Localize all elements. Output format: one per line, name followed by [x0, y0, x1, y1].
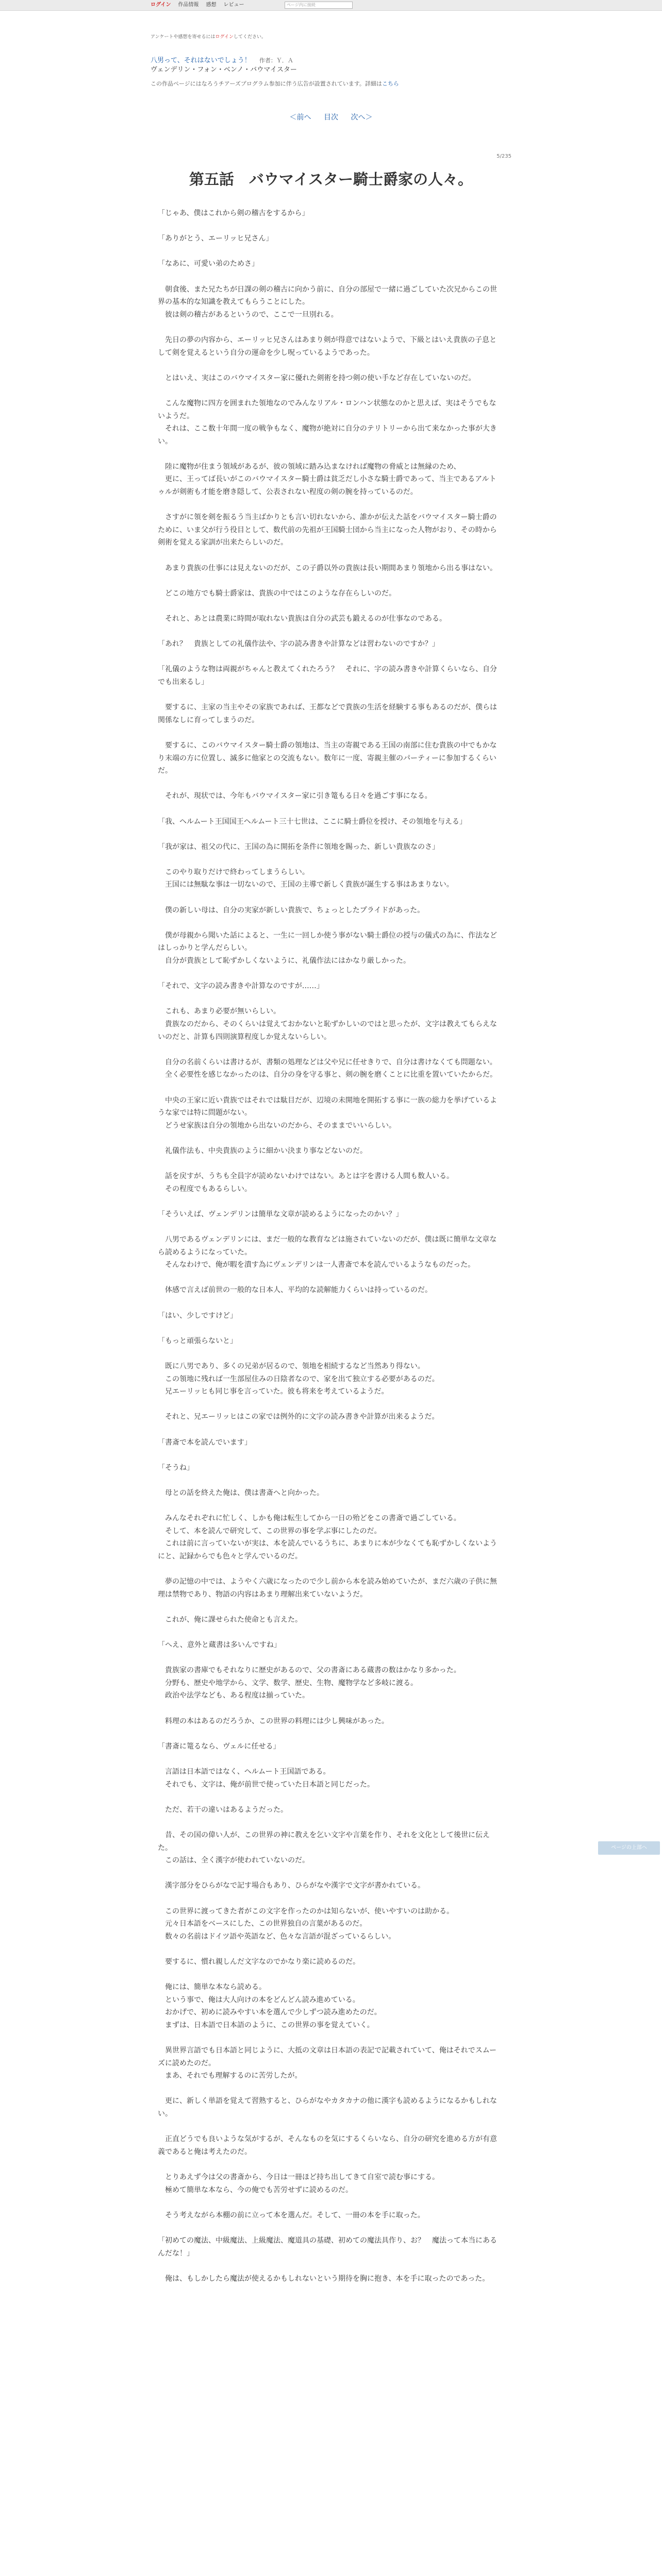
body-paragraph: 貴族家の書庫でもそれなりに歴史があるので、父の書斎にある蔵書の数はかなり多かった。: [158, 1666, 461, 1675]
body-paragraph: [158, 1702, 503, 1715]
body-paragraph: [158, 651, 503, 664]
series-title-link[interactable]: 八男って、それはないでしょう！: [151, 57, 251, 64]
body-paragraph: 極めて簡単な本なら、今の俺でも苦労せずに読めるのだ。: [158, 2185, 353, 2194]
body-paragraph: 昔、その国の偉い人が、この世界の神に教えを乞い文字や言葉を作り、それを文化として後世に伝えた。: [158, 1831, 490, 1852]
body-paragraph: [158, 1081, 503, 1094]
body-paragraph: [158, 2032, 503, 2045]
body-paragraph: [158, 2082, 503, 2095]
series-subtitle: ヴェンデリン・フォン・ベンノ・バウマイスター: [151, 66, 297, 74]
body-paragraph: [158, 625, 503, 638]
body-paragraph: [158, 1563, 503, 1576]
body-paragraph: 「我、ヘルムート王国国王ヘルムート三十七世は、ここに騎士爵位を授け、その領地を与える」: [158, 817, 467, 826]
body-paragraph: 「へえ、意外と蔵書は多いんですね」: [158, 1641, 281, 1650]
body-paragraph: [158, 2196, 503, 2209]
author-label: 作者：Ｙ．Ａ: [259, 57, 293, 64]
body-paragraph: とりあえず今は父の書斎から、今日は一冊ほど持ち出してきて自室で読む事にする。: [158, 2173, 439, 2182]
prev-link[interactable]: ＜前へ: [289, 113, 311, 122]
body-paragraph: 八男であるヴェンデリンには、まだ一般的な教育などは施されていないのだが、僕は既に簡単な文章なら読めるようになっていた。: [158, 1235, 497, 1257]
body-paragraph: これも、あまり必要が無いらしい。: [158, 1007, 280, 1016]
body-paragraph: 政治や法学なども、ある程度は揃っていた。: [158, 1691, 309, 1700]
ad-notice: この作品ページにはなろうチアーズプログラム参加に伴う広告が設置されています。詳細はこちら: [151, 80, 399, 87]
body-paragraph: [158, 1500, 503, 1513]
body-paragraph: 兄エーリッヒも同じ事を言っていた。彼も将来を考えているようだ。: [158, 1387, 389, 1396]
body-paragraph: それは、ここ数十年間一度の戦争もなく、魔物が絶対に自分のテリトリーから出て来なかった事が大きい。: [158, 425, 497, 446]
body-paragraph: [158, 1347, 503, 1360]
body-paragraph: 僕が母親から聞いた話によると、一生に一回しか使う事がない騎士爵位の授与の儀式の為に、作法などはしっかりと学んだらしい。: [158, 931, 497, 953]
body-paragraph: [158, 917, 503, 929]
body-paragraph: 要するに、主家の当主やその家族であれば、王都などで貴族の生活を経験する事もあるのだが、僕らは関係なしに育ってしまうのだ。: [158, 703, 497, 724]
body-paragraph: [158, 1132, 503, 1145]
chapter-title: 第五話 バウマイスター騎士爵家の人々。: [189, 171, 473, 188]
body-paragraph: [158, 1195, 503, 1208]
body-paragraph: 先日の夢の内容から、エーリッヒ兄さんはあまり剣が得意ではないようで、下級とはいえ貴族の子息として剣を覚えるという自分の運命を少し呪っているようであった。: [158, 335, 497, 357]
body-paragraph: そんなわけで、俺が暇を潰す為にヴェンデリンは一人書斎で本を読んでいるようなものだった。: [158, 1261, 475, 1269]
page-top-button[interactable]: ページの上部へ: [598, 1841, 660, 1855]
body-paragraph: [158, 853, 503, 866]
body-paragraph: 自分の名前くらいは書けるが、書類の処理などは父や兄に任せきりで、自分は書けなくても問題ない。: [158, 1058, 497, 1066]
body-paragraph: [158, 1867, 503, 1880]
body-paragraph: それと、あとは農業に時間が取れない貴族は自分の武芸も鍛えるのが仕事なのである。: [158, 615, 446, 623]
body-paragraph: 「はい、少しですけど」: [158, 1311, 237, 1320]
notice-login-link[interactable]: ログイン: [215, 35, 234, 40]
body-paragraph: 彼は剣の稽古があるというので、ここで一旦別れる。: [158, 310, 338, 319]
body-paragraph: [158, 1043, 503, 1056]
body-paragraph: あまり貴族の仕事には見えないのだが、この子爵以外の貴族は長い期間あまり領地から出る事はない。: [158, 564, 497, 572]
body-paragraph: 体感で言えば前世の一般的な日本人、平均的な読解能力くらいは持っているのだ。: [158, 1286, 432, 1295]
body-paragraph: [158, 1791, 503, 1804]
body-paragraph: おかげで、初めに読みやすい本を選んで少しずつ読み進めたのだ。: [158, 2008, 382, 2017]
body-paragraph: 話を戻すが、うちも全員字が読めないわけではない。あとは字を書ける人間も数人いる。: [158, 1172, 454, 1181]
body-paragraph: [158, 321, 503, 334]
page-count: 5/235: [496, 154, 511, 159]
body-paragraph: 「我が家は、祖父の代に、王国の為に開拓を条件に領地を賜った、新しい貴族なのさ」: [158, 842, 439, 851]
body-paragraph: [158, 968, 503, 980]
body-paragraph: 料理の本はあるのだろうか、この世界の料理には少し興味があった。: [158, 1717, 389, 1725]
body-paragraph: [158, 2222, 503, 2234]
body-paragraph: 更に、新しく単語を覚えて習熟すると、ひらがなやカタカナの他に漢字も読めるようになるかもしれない。: [158, 2097, 497, 2119]
body-paragraph: [158, 245, 503, 258]
body-paragraph: [158, 1652, 503, 1665]
body-paragraph: [158, 689, 503, 702]
body-paragraph: 異世界言語でも日本語と同じように、大抵の文章は日本語の表記で記載されていて、俺はそれでスムーズに読めたのだ。: [158, 2046, 497, 2067]
login-link[interactable]: ログイン: [151, 2, 171, 8]
body-paragraph: [158, 1474, 503, 1487]
body-paragraph: [158, 1601, 503, 1614]
body-paragraph: [158, 1727, 503, 1740]
body-paragraph: [158, 1297, 503, 1310]
chapter-body: [158, 207, 503, 2285]
body-paragraph: その程度でもあるらしい。: [158, 1184, 252, 1193]
body-paragraph: 僕の新しい母は、自分の実家が新しい貴族で、ちょっとしたプライドがあった。: [158, 906, 425, 914]
body-paragraph: それでも、文字は、俺が前世で使っていた日本語と同じだった。: [158, 1780, 374, 1789]
body-paragraph: 漢字部分をひらがなで記す場合もあり、ひらがなや漢字で文字が書かれている。: [158, 1882, 425, 1890]
body-paragraph: 更に、王ってば長いがこのバウマイスター騎士爵は貧乏だし小さな騎士爵であって、当主であるアルトゥルが剣術も才能を磨き隠して、公表されない程度の剣の腕を持っているのだ。: [158, 475, 496, 497]
body-paragraph: 「それで、文字の読み書きや計算なのですが……」: [158, 982, 324, 991]
body-paragraph: それが、現状では、今年もバウマイスター家に引き篭もる日々を過ごす事になる。: [158, 792, 432, 801]
body-paragraph: [158, 1398, 503, 1411]
body-paragraph: この話は、全く漢字が使われていないのだ。: [158, 1856, 309, 1865]
body-paragraph: 夢の記憶の中では、ようやく六歳になったので少し前から本を読み始めていたが、まだ六歳の子供に無理は禁物であり、物語の内容はあまり理解出来ていないようだ。: [158, 1578, 497, 1599]
body-paragraph: [158, 1158, 503, 1171]
body-paragraph: 王国には無駄な事は一切ないので、王国の主導で新しく貴族が誕生する事はあまりない。: [158, 880, 454, 889]
body-paragraph: 自分が貴族として恥ずかしくないように、礼儀作法にはかなり厳しかった。: [158, 957, 410, 965]
body-paragraph: 俺は、もしかしたら魔法が使えるかもしれないという期待を胸に抱き、本を手に取ったのであった。: [158, 2274, 490, 2283]
body-paragraph: これは前に言っていないが実は、本を読んでいるうちに、あまりに本が少なくても恥ずかしくないようにと、記録からでも色々と学んでいるのだ。: [158, 1539, 497, 1561]
body-paragraph: [158, 803, 503, 816]
next-link[interactable]: 次へ＞: [351, 113, 373, 122]
body-paragraph: 陸に魔物が住まう領域があるが、彼の領域に踏み込まなければ魔物の脅威とは無縁のため、: [158, 462, 461, 471]
body-paragraph: とはいえ、実はこのバウマイスター家に優れた剣術を持つ剣の使い手など存在していないのだ。: [158, 374, 476, 382]
ad-details-link[interactable]: こちら: [382, 80, 399, 87]
body-paragraph: [158, 270, 503, 283]
body-paragraph: 既に八男であり、多くの兄弟が居るので、領地を相続するなど当然あり得ない。: [158, 1362, 425, 1371]
body-paragraph: 要するに、慣れ親しんだ文字なのでかなり楽に読めるのだ。: [158, 1957, 360, 1966]
body-paragraph: 「書斎に篭るなら、ヴェルに任せる」: [158, 1742, 280, 1751]
body-paragraph: 全く必要性を感じなかったのは、自分の身を守る事と、剣の腕を磨くことに比重を置いていたからだ。: [158, 1071, 497, 1079]
top-bar: [0, 0, 662, 11]
body-paragraph: [158, 891, 503, 904]
body-paragraph: まずは、日本語で日本語のように、この世界の事を覚えていく。: [158, 2021, 374, 2029]
body-paragraph: 正直どうでも良いような気がするが、そんなものを気にするくらいなら、自分の研究を進める方が有意義であると俺は考えたのだ。: [158, 2135, 497, 2156]
body-paragraph: 言語は日本語ではなく、ヘルムート王国語である。: [158, 1768, 330, 1776]
body-paragraph: [158, 359, 503, 372]
body-paragraph: 「じゃあ、僕はこれから剣の稽古をするから」: [158, 209, 309, 217]
body-paragraph: [158, 1449, 503, 1462]
pager-top: [151, 113, 511, 122]
body-paragraph: [158, 1969, 503, 1981]
body-paragraph: [158, 1322, 503, 1335]
body-paragraph: まあ、それでも理解するのに苦労したが。: [158, 2072, 302, 2080]
body-paragraph: [158, 574, 503, 587]
body-paragraph: 中央の王家に近い貴族ではそれでは駄目だが、辺境の未開地を開拓する事に一族の総力を挙げているような家では特に問題がない。: [158, 1096, 497, 1117]
top-nav: [151, 2, 252, 9]
body-paragraph: [158, 1753, 503, 1766]
body-paragraph: [158, 499, 503, 512]
series-header: [151, 57, 511, 65]
body-paragraph: どうせ家族は自分の領地から出ないのだから、そのままでいいらしい。: [158, 1121, 396, 1130]
body-paragraph: [158, 993, 503, 1006]
body-paragraph: [158, 828, 503, 841]
body-paragraph: さすがに領を剣を振るう当主ばかりとも言い切れないから、誰かが伝えた話をバウマイスター騎士爵のために、いま父が行う役目として、数代前の先祖が王国騎士団から当主になった人物がおり、その時から剣術を覚える家訓が出来たらしいのだ。: [158, 513, 497, 547]
body-paragraph: [158, 384, 503, 397]
body-paragraph: この世界に渡ってきた者がこの文字を作ったのかは知らないが、使いやすいのは助かる。: [158, 1907, 454, 1916]
body-paragraph: [158, 1816, 503, 1829]
body-paragraph: 母との話を終えた俺は、僕は書斎へと向かった。: [158, 1488, 324, 1497]
body-paragraph: [158, 220, 503, 233]
body-paragraph: 「あれ？ 貴族としての礼儀作法や、字の読み書きや計算などは習わないのですか？」: [158, 640, 439, 649]
body-paragraph: 元々日本語をベースにした、この世界独自の言葉があるのだ。: [158, 1920, 367, 1928]
body-paragraph: 「そうね」: [158, 1463, 194, 1472]
body-paragraph: 「もっと頑張らないと」: [158, 1336, 237, 1345]
body-paragraph: 貴族なのだから、そのくらいは覚えておかないと恥ずかしいのではと思ったが、文字は教えてもらえないのだと、計算も四則演算程度しか覚えないらしい。: [158, 1020, 497, 1041]
body-paragraph: 「初めての魔法、中級魔法、上級魔法、魔道具の基礎、初めての魔法具作り、お？ 魔法って本当にあるんだな！」: [158, 2236, 497, 2258]
toc-link[interactable]: 目次: [324, 113, 338, 122]
login-notice: アンケートや感想を寄せるにはログインしてください。: [151, 35, 267, 40]
body-paragraph: [158, 1272, 503, 1284]
body-paragraph: そう考えながら本棚の前に立って本を選んだ。そして、一冊の本を手に取った。: [158, 2211, 425, 2219]
body-paragraph: みんなそれぞれに忙しく、しかも俺は転生してから一日の殆どをこの書斎で過ごしている。: [158, 1514, 461, 1523]
body-paragraph: 分野も、歴史や地学から、文学、数学、歴史、生物、魔物学など多岐に渡る。: [158, 1679, 418, 1687]
body-paragraph: [158, 2121, 503, 2133]
body-paragraph: [158, 777, 503, 790]
body-paragraph: 俺には、簡単な本なら読める。: [158, 1983, 266, 1992]
body-paragraph: 「なあに、可愛い弟のためさ」: [158, 260, 259, 268]
body-paragraph: [158, 1423, 503, 1436]
body-paragraph: 朝食後、また兄たちが日課の剣の稽古に向かう前に、自分の部屋で一緒に過ごしていた次兄からこの世界の基本的な知識を教えてもらうことにした。: [158, 285, 497, 307]
body-paragraph: 「そういえば、ヴェンデリンは簡単な文章が読めるようになったのかい？」: [158, 1210, 403, 1218]
body-paragraph: 礼儀作法も、中央貴族のように細かい決まり事などないのだ。: [158, 1146, 367, 1155]
body-paragraph: このやり取りだけで終わってしまうらしい。: [158, 868, 309, 876]
body-paragraph: 「書斎で本を読んでいます」: [158, 1438, 252, 1447]
body-paragraph: 「ありがとう、エーリッヒ兄さん」: [158, 234, 273, 243]
body-paragraph: どこの地方でも騎士爵家は、貴族の中ではこのような存在らしいのだ。: [158, 589, 396, 598]
body-paragraph: [158, 726, 503, 739]
body-paragraph: [158, 549, 503, 562]
main-content: [151, 10, 511, 2285]
review-link[interactable]: レビュー: [223, 2, 244, 8]
body-paragraph: ただ、若干の違いはあるようだった。: [158, 1805, 288, 1814]
body-paragraph: [158, 600, 503, 613]
body-paragraph: [158, 2260, 503, 2273]
body-paragraph: [158, 2158, 503, 2171]
body-paragraph: という事で、俺は大人向けの本をどんどん読み進めている。: [158, 1995, 360, 2004]
page-search-input[interactable]: ページ内に接続: [285, 2, 353, 9]
body-paragraph: そして、本を読んで研究して、この世界の事を学ぶ事にしたのだ。: [158, 1527, 382, 1535]
body-paragraph: [158, 1626, 503, 1639]
body-paragraph: 「礼儀のような物は両親がちゃんと教えてくれたろう？ それに、字の読み書きや計算くらいなら、自分でも出来るし」: [158, 665, 497, 686]
body-paragraph: 数々の名前はドイツ語や英語など、色々な言語が混ざっているらしい。: [158, 1932, 396, 1941]
body-paragraph: [158, 1221, 503, 1234]
work-info-link[interactable]: 作品情報: [178, 2, 199, 8]
body-paragraph: それと、兄エーリッヒはこの家では例外的に文字の読み書きや計算が出来るようだ。: [158, 1413, 439, 1421]
impressions-link[interactable]: 感想: [206, 2, 217, 8]
body-paragraph: これが、俺に課せられた使命とも言えた。: [158, 1615, 302, 1624]
body-paragraph: こんな魔物に四方を囲まれた領地なのでみんなリアル・ロンハン状態なのかと思えば、実はそうでもないようだ。: [158, 399, 496, 420]
body-paragraph: [158, 1892, 503, 1905]
body-paragraph: この領地に残れば一生部屋住みの日陰者なので、家を出て独立する必要があるのだ。: [158, 1375, 439, 1383]
body-paragraph: [158, 448, 503, 461]
body-paragraph: 要するに、このバウマイスター騎士爵の領地は、当主の寄親である王国の南部に住む貴族の中でもかなり末端の方に位置し、滅多に他家との交流もない。数年に一度、寄親主催のパーティーに参加するくらいだ。: [158, 741, 497, 775]
body-paragraph: [158, 1943, 503, 1956]
